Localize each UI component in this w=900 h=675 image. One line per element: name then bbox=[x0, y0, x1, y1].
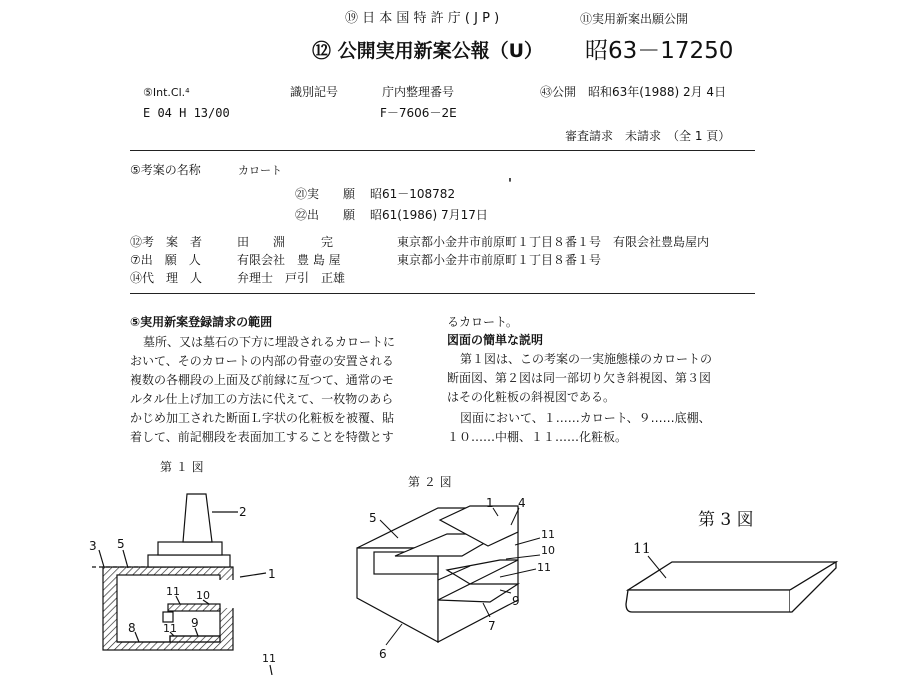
agent-name: 弁理士 戸引 正雄 bbox=[237, 271, 346, 285]
fig3-drawing bbox=[626, 562, 836, 612]
filing-label: ㉒出 願 bbox=[295, 208, 356, 222]
application-label: ㉑実 願 bbox=[295, 187, 356, 201]
office-number-label: 庁内整理番号 bbox=[382, 85, 455, 99]
claims-line: ルタル仕上げ加工の方法に代えて、一枚物のあら bbox=[130, 392, 394, 406]
applicant-name: 有限会社 豊 島 屋 bbox=[237, 253, 341, 267]
fig1-label: 5 bbox=[117, 537, 125, 551]
claims-heading: ⑤実用新案登録請求の範囲 bbox=[130, 315, 273, 329]
fig1-label: 3 bbox=[89, 539, 97, 553]
title-label: ⑤考案の名称 bbox=[130, 163, 201, 177]
fig2-title: 第 ２ 図 bbox=[408, 475, 452, 489]
claims-continuation: るカロート。 bbox=[447, 315, 518, 329]
publication-number: 昭63－17250 bbox=[585, 38, 734, 64]
applicant-role: ⑦出 願 人 bbox=[130, 253, 201, 267]
drawings-line: 断面図、第２図は同一部切り欠き斜視図、第３図 bbox=[447, 371, 712, 385]
inventor-role: ⑫考 案 者 bbox=[130, 235, 203, 249]
fig1-label: 11 bbox=[163, 622, 177, 635]
agent-role: ⑭代 理 人 bbox=[130, 271, 203, 285]
stray-mark: ' bbox=[508, 177, 512, 192]
fig3-label: 11 bbox=[633, 541, 651, 557]
fig1-label: 9 bbox=[191, 616, 199, 630]
fig1-title: 第 １ 図 bbox=[160, 460, 204, 474]
fig1-label: 2 bbox=[239, 505, 247, 519]
office-number-value: F－7606－2E bbox=[380, 106, 457, 120]
intcl-value: E 04 H 13/00 bbox=[143, 106, 230, 120]
applicant-address: 東京都小金井市前原町１丁目８番１号 bbox=[397, 253, 602, 267]
application-value: 昭61－108782 bbox=[370, 187, 456, 201]
claims-line: 複数の各棚段の上面及び前縁に亙つて、通常のモ bbox=[130, 373, 394, 387]
fig2-label: 5 bbox=[369, 511, 377, 525]
office-name: ⑲ 日 本 国 特 許 庁 ( J P ) bbox=[345, 11, 500, 26]
inventor-address: 東京都小金井市前原町１丁目８番１号 有限会社豊島屋内 bbox=[397, 235, 710, 249]
gazette-title: ⑫ 公開実用新案公報（U） bbox=[312, 40, 544, 62]
fig2-label: 11 bbox=[537, 561, 551, 574]
intcl-label: ⑤Int.Cl.⁴ bbox=[143, 86, 190, 99]
fig2-label: 10 bbox=[541, 544, 555, 557]
drawings-line: 第１図は、この考案の一実施態様のカロートの bbox=[460, 352, 713, 366]
fig2-label: 7 bbox=[488, 619, 496, 633]
fig3-title: 第 3 図 bbox=[698, 510, 754, 530]
title-value: カロート bbox=[238, 164, 282, 177]
fig1-drawing bbox=[92, 494, 272, 675]
drawings-line: １０……中棚、１１……化粧板。 bbox=[447, 430, 628, 444]
claims-line: 墓所、又は墓石の下方に埋設されるカロートに bbox=[143, 335, 396, 349]
fig1-label: 10 bbox=[196, 589, 210, 602]
fig2-label: 1 bbox=[486, 496, 494, 510]
fig2-label: 4 bbox=[518, 496, 526, 510]
drawings-line: 図面において、１……カロート、９……底棚、 bbox=[460, 411, 711, 425]
fig1-label: 11 bbox=[262, 652, 276, 665]
fig2-label: 11 bbox=[541, 528, 555, 541]
fig1-label: 1 bbox=[268, 567, 276, 581]
fig2-label: 9 bbox=[512, 594, 520, 608]
publication-date: ㊸公開 昭和63年(1988) 2月 4日 bbox=[540, 85, 727, 99]
id-label: 識別記号 bbox=[290, 85, 339, 99]
fig1-label: 11 bbox=[166, 585, 180, 598]
drawings-line: はその化粧板の斜視図である。 bbox=[447, 390, 616, 404]
fig2-label: 6 bbox=[379, 647, 387, 661]
filing-value: 昭61(1986) 7月17日 bbox=[370, 208, 488, 222]
claims-line: 着して、前記棚段を表面加工することを特徴とす bbox=[130, 430, 394, 444]
drawings-heading: 図面の簡単な説明 bbox=[447, 333, 544, 347]
publication-type: ⑪実用新案出願公開 bbox=[580, 12, 689, 26]
inventor-name: 田 淵 完 bbox=[237, 235, 334, 249]
exam-request: 審査請求 未請求 （全 1 頁） bbox=[565, 129, 731, 143]
fig1-label: 8 bbox=[128, 621, 136, 635]
claims-line: かじめ加工された断面Ｌ字状の化粧板を被覆、貼 bbox=[130, 411, 395, 425]
claims-line: おいて、そのカロートの内部の骨壺の安置される bbox=[130, 354, 394, 368]
